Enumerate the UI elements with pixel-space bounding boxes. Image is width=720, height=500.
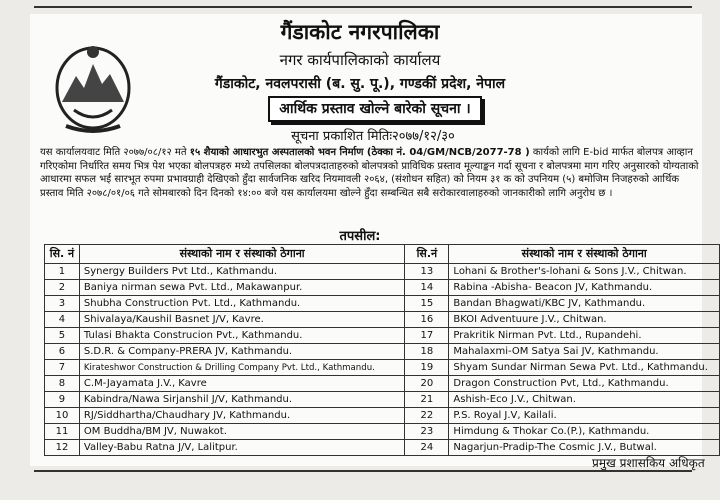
office-name: नगर कार्यपालिकाको कार्यालय [279,51,441,69]
row-sn-left: 6 [45,344,80,360]
table-row [45,280,720,296]
table-row [45,408,720,424]
row-company-right: Himdung & Thokar Co.(P.), Kathmandu. [449,424,720,440]
row-sn-right: 18 [405,344,449,360]
row-company-right: Mahalaxmi-OM Satya Sai JV, Kathmandu. [449,344,720,360]
row-sn-right: 19 [405,360,449,376]
row-company-left: Tulasi Bhakta Construcion Pvt., Kathmandu. [79,328,404,344]
body-text-1: यस कार्यालयवाट मिति २०७७/०८/१२ मते [40,147,190,158]
row-company-left: Baniya nirman sewa Pvt. Ltd., Makawanpur. [79,280,404,296]
notice-body [40,146,702,200]
row-sn-left: 8 [45,376,80,392]
table-row [45,344,720,360]
col-header-sn-1: सि. नं [45,245,80,264]
row-sn-right: 17 [405,328,449,344]
row-company-right: Bandan Bhagwati/KBC JV, Kathmandu. [449,296,720,312]
table-row [45,424,720,440]
table-header-row [45,245,720,264]
row-sn-left: 3 [45,296,80,312]
row-sn-left: 5 [45,328,80,344]
published-date: सूचना प्रकाशित मितिः२०७७/१२/३० [291,129,455,144]
table-row [45,376,720,392]
row-company-right: Rabina -Abisha- Beacon JV, Kathmandu. [449,280,720,296]
table-row [45,264,720,280]
project-name: १५ शैयाको आधारभुत अस्पतालको भवन निर्माण (ठेक्का नं. 04/GM/NCB/2077-78 ) [189,147,530,158]
municipality-name: गैंडाकोट नगरपालिका [280,20,440,44]
row-company-left: Kabindra/Nawa Sirjanshil J/V, Kathmandu. [79,392,404,408]
bottom-rule [34,470,692,472]
office-address: गैंडाकोट, नवलपरासी (ब. सु. पू.), गण्डकीं प्रदेश, नेपाल [214,76,506,92]
row-sn-right: 22 [405,408,449,424]
row-company-right: Shyam Sundar Nirman Sewa Pvt. Ltd., Kathmandu. [449,360,720,376]
col-header-name-1: संस्थाको नाम र संस्थाको ठेगाना [79,245,404,264]
row-sn-left: 4 [45,312,80,328]
row-sn-right: 21 [405,392,449,408]
row-company-left: Synergy Builders Pvt Ltd., Kathmandu. [79,264,404,280]
row-company-right: Nagarjun-Pradip-The Cosmic J.V., Butwal. [449,440,720,456]
row-company-left: S.D.R. & Company-PRERA JV, Kathmandu. [79,344,404,360]
top-rule [34,6,692,8]
row-sn-right: 15 [405,296,449,312]
bidder-table [44,244,720,456]
table-row [45,312,720,328]
notice-title: आर्थिक प्रस्ताव खोल्ने बारेको सूचना । [268,96,482,122]
row-sn-right: 13 [405,264,449,280]
row-company-left: Valley-Babu Ratna J/V, Lalitpur. [79,440,404,456]
row-sn-left: 11 [45,424,80,440]
body-text-2: कार्यको लागि E-bid मार्फत बोलपत्र आव्हान गरिएकोमा निर्धारित समय भित्र पेश भएका बोलपत्रहरु मध्ये तपसिलका बोलपत्रदाताहरुको बोलपत्रको प्राविधिक प्रस्ताव मूल्याङ्कन गर्दा सूचना र बोलपत्रमा माग गरिए अनुसारको योग्यताको आधारमा सफल भई सारभूत रुपमा प्रभावग्राही देखिएको हुँदा सार्वजनिक खरिद नियमावली २०६४, (संशोधन सहित) को नियम ३१ क को उपनियम (५) बमोजिम निजहरुको आर्थिक प्रस्ताव मिति २०७८/०१/०६ गते सोमबारको दिन दिनको १४:०० बजे यस कार्यालयमा खोल्ने हुँदा सम्बन्धित सबै सरोकारवालाहरुको जानकारीको लागि अनुरोध छ । [40,147,699,199]
table-row [45,328,720,344]
table-row [45,360,720,376]
table-row [45,296,720,312]
tapsil-heading: तपसील: [339,229,381,244]
row-company-left: OM Buddha/BM JV, Nuwakot. [79,424,404,440]
row-company-left: C.M-Jayamata J.V., Kavre [79,376,404,392]
signature-title: प्रमुख प्रशासकिय अधिकृत [592,456,705,470]
row-company-right: Prakritik Nirman Pvt. Ltd., Rupandehi. [449,328,720,344]
row-sn-left: 10 [45,408,80,424]
row-sn-left: 9 [45,392,80,408]
row-company-right: Ashish-Eco J.V., Chitwan. [449,392,720,408]
row-sn-right: 20 [405,376,449,392]
row-sn-right: 24 [405,440,449,456]
row-company-left: Shubha Construction Pvt. Ltd., Kathmandu. [79,296,404,312]
col-header-sn-2: सि.नं [405,245,449,264]
row-sn-left: 2 [45,280,80,296]
row-sn-left: 12 [45,440,80,456]
row-sn-left: 1 [45,264,80,280]
row-company-right: Lohani & Brother's-lohani & Sons J.V., Chitwan. [449,264,720,280]
row-company-right: P.S. Royal J.V, Kailali. [449,408,720,424]
table-row [45,392,720,408]
row-sn-right: 14 [405,280,449,296]
row-company-left: Shivalaya/Kaushil Basnet J/V, Kavre. [79,312,404,328]
col-header-name-2: संस्थाको नाम र संस्थाको ठेगाना [449,245,720,264]
row-sn-right: 16 [405,312,449,328]
row-company-left: RJ/Siddhartha/Chaudhary JV, Kathmandu. [79,408,404,424]
row-company-right: Dragon Construction Pvt, Ltd., Kathmandu. [449,376,720,392]
row-company-left: Kirateshwor Construction & Drilling Company Pvt. Ltd., Kathmandu. [79,360,404,376]
row-sn-right: 23 [405,424,449,440]
row-sn-left: 7 [45,360,80,376]
row-company-right: BKOI Adventuure J.V., Chitwan. [449,312,720,328]
